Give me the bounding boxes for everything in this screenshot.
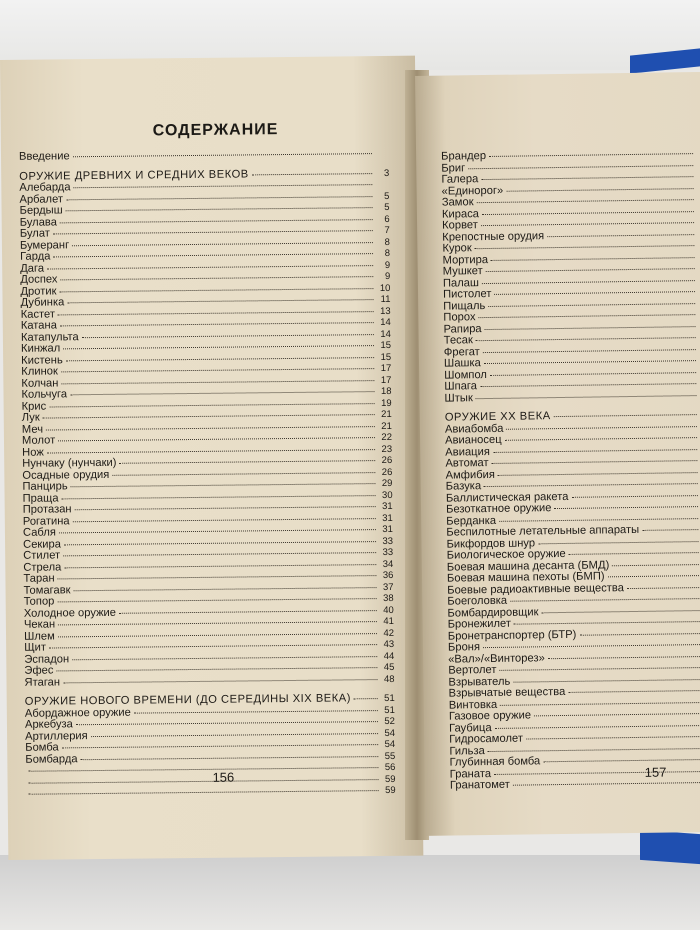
- dot-leader: [60, 276, 373, 280]
- toc-entry-title: Пищаль: [443, 299, 486, 313]
- dot-leader: [58, 311, 374, 315]
- toc-entry-title: Клинок: [21, 365, 58, 378]
- toc-entry-title: Дага: [20, 262, 45, 275]
- toc-entry-title: Вертолет: [448, 663, 497, 677]
- dot-leader: [72, 656, 377, 660]
- toc-entry-title: «Единорог»: [441, 184, 504, 198]
- toc-entry-title: Молот: [21, 434, 56, 447]
- dot-leader: [498, 472, 698, 476]
- dot-leader: [28, 767, 378, 772]
- dot-leader: [554, 506, 698, 509]
- dot-leader: [484, 360, 696, 364]
- right-page: [415, 72, 700, 836]
- toc-entry-title: Безоткатное оружие: [445, 502, 552, 516]
- toc-entry-title: Арбалет: [19, 192, 64, 206]
- toc-entry-title: Пистолет: [442, 287, 492, 301]
- toc-entry-page: 18: [380, 385, 392, 398]
- dot-leader: [495, 725, 700, 729]
- toc-entry-page: 10: [379, 282, 391, 294]
- toc-entry-page: 56: [384, 761, 396, 774]
- dot-leader: [59, 529, 376, 533]
- toc-entry-page: 6: [384, 213, 390, 225]
- dot-leader: [58, 437, 375, 441]
- toc-entry-page: 54: [384, 727, 396, 739]
- toc-entry-title: Мушкет: [442, 265, 483, 278]
- toc-entry-title: Эспадон: [24, 652, 70, 666]
- toc-entry-title: Артиллерия: [25, 729, 88, 743]
- dot-leader: [569, 552, 699, 555]
- toc-entry-page: 31: [382, 512, 393, 524]
- toc-entry-title: Эфес: [24, 664, 54, 677]
- toc-entry-title: Бердыш: [19, 204, 63, 217]
- dot-leader: [476, 337, 696, 341]
- toc-entry-page: 54: [384, 738, 396, 751]
- toc-entry-title: Таран: [23, 572, 55, 585]
- dot-leader: [59, 288, 373, 292]
- dot-leader: [134, 710, 378, 714]
- dot-leader: [56, 667, 377, 671]
- dot-leader: [67, 299, 373, 303]
- toc-entry-title: Введение: [18, 150, 70, 163]
- dot-leader: [486, 268, 695, 272]
- toc-entry-title: Мортира: [442, 253, 489, 267]
- dot-leader: [60, 219, 373, 223]
- dot-leader: [538, 541, 698, 544]
- toc-entry-title: Дубинка: [20, 296, 65, 309]
- dot-leader: [483, 644, 700, 648]
- toc-entry-title: Гидросамолет: [449, 732, 523, 746]
- toc-entry-title: Крепостные орудия: [442, 229, 545, 244]
- toc-entry-title: Боеголовка: [447, 594, 508, 608]
- toc-entry-page: 26: [381, 454, 393, 467]
- toc-entry-title: Аркебуза: [24, 718, 73, 731]
- toc-entry-title: Чекан: [23, 618, 56, 631]
- toc-entry-page: 51: [384, 692, 395, 705]
- toc-heading: СОДЕРЖАНИЕ: [152, 121, 279, 140]
- toc-entry-title: Нунчаку (нунчаки): [22, 456, 117, 470]
- dot-leader: [112, 472, 375, 476]
- table-shadow: [0, 855, 700, 930]
- dot-leader: [490, 372, 696, 376]
- dot-leader: [477, 199, 694, 203]
- toc-entry-page: 21: [381, 408, 392, 421]
- dot-leader: [612, 564, 699, 566]
- dot-leader: [43, 414, 375, 418]
- toc-entry-page: 5: [384, 201, 390, 213]
- toc-entry-title: Биологическое оружие: [446, 547, 566, 562]
- toc-entry-title: Газовое оружие: [448, 709, 532, 723]
- toc-entry-page: 33: [382, 535, 394, 547]
- dot-leader: [500, 702, 700, 706]
- dot-leader: [488, 303, 695, 307]
- dot-leader: [119, 460, 375, 464]
- dot-leader: [354, 698, 378, 699]
- toc-entry-page: 21: [381, 420, 392, 432]
- dot-leader: [579, 633, 699, 636]
- dot-leader: [493, 449, 697, 453]
- toc-entry: [444, 390, 699, 405]
- page-number-left: 156: [212, 769, 235, 785]
- toc-entry-title: Бронетранспортер (БТР): [447, 628, 577, 643]
- dot-leader: [91, 733, 378, 737]
- toc-entry-title: Бумеранг: [19, 238, 70, 252]
- dot-leader: [71, 483, 376, 487]
- toc-entry-title: Галера: [441, 173, 479, 186]
- toc-entry-title: Катана: [20, 319, 57, 332]
- toc-entry-page: 8: [384, 236, 390, 248]
- toc-entry-page: 51: [384, 704, 395, 716]
- dot-leader: [548, 656, 700, 659]
- toc-entry-title: Шашка: [443, 357, 481, 370]
- dot-leader: [505, 437, 697, 441]
- toc-entry-title: Катапульта: [20, 330, 79, 344]
- dot-leader: [482, 280, 695, 284]
- dot-leader: [63, 345, 374, 349]
- toc-list-right: [441, 148, 700, 792]
- toc-entry-title: Кинжал: [20, 342, 61, 355]
- toc-entry-title: ОРУЖИЕ XX ВЕКА: [444, 410, 551, 424]
- dot-leader: [66, 357, 374, 361]
- dot-leader: [49, 403, 374, 407]
- toc-entry-title: Порох: [443, 311, 476, 324]
- dot-leader: [58, 575, 377, 579]
- toc-entry-title: Топор: [23, 595, 55, 608]
- dot-leader: [476, 395, 697, 399]
- toc-entry-page: 30: [381, 489, 393, 501]
- toc-entry-page: 55: [384, 750, 396, 762]
- dot-leader: [514, 621, 700, 625]
- toc-entry-page: 40: [383, 604, 394, 616]
- dot-leader: [49, 644, 377, 648]
- toc-entry-title: Авиабомба: [444, 422, 504, 436]
- dot-leader: [506, 188, 693, 192]
- toc-entry-title: Автомат: [445, 457, 489, 470]
- dot-leader: [74, 587, 377, 591]
- toc-entry-title: Кольчуга: [21, 388, 68, 401]
- dot-leader: [47, 265, 373, 269]
- toc-entry-title: Курок: [442, 242, 472, 255]
- toc-entry-title: Панцирь: [22, 480, 68, 493]
- toc-entry-title: Стрела: [23, 560, 62, 574]
- toc-entry-page: 14: [380, 316, 391, 329]
- dot-leader: [62, 744, 378, 748]
- toc-entry-title: Авианосец: [445, 433, 502, 447]
- dot-leader: [485, 326, 696, 330]
- dot-leader: [494, 771, 700, 775]
- toc-entry-page: 48: [383, 673, 395, 685]
- toc-entry-page: 52: [384, 715, 396, 728]
- dot-leader: [66, 196, 372, 200]
- toc-entry-title: Бомбарда: [25, 752, 78, 766]
- toc-entry-page: 14: [380, 328, 391, 340]
- dot-leader: [513, 679, 700, 683]
- dot-leader: [494, 291, 695, 295]
- toc-entry-page: 15: [380, 339, 392, 352]
- toc-entry-title: ОРУЖИЕ ДРЕВНИХ И СРЕДНИХ ВЕКОВ: [19, 167, 249, 183]
- toc-entry-title: Кистень: [21, 353, 63, 367]
- toc-entry-title: Лук: [21, 411, 40, 424]
- toc-entry-title: Щит: [24, 641, 47, 654]
- dot-leader: [534, 713, 700, 716]
- toc-entry-title: Беспилотные летательные аппараты: [446, 523, 640, 539]
- toc-entry-page: 37: [382, 581, 394, 593]
- dot-leader: [568, 690, 700, 693]
- toc-entry-page: 36: [382, 569, 394, 582]
- toc-entry-title: Холодное оружие: [23, 606, 117, 620]
- dot-leader: [62, 495, 376, 499]
- toc-entry-page: 7: [384, 224, 390, 236]
- toc-entry-page: 38: [383, 592, 394, 605]
- toc-entry-page: 22: [381, 431, 393, 444]
- toc-entry-title: Колчан: [21, 376, 59, 390]
- toc-entry-page: 17: [380, 374, 392, 386]
- toc-entry-page: 59: [385, 784, 396, 797]
- toc-entry-page: 45: [383, 661, 395, 674]
- toc-entry-page: 11: [380, 293, 391, 306]
- toc-entry-title: Дротик: [20, 284, 57, 298]
- toc-entry-title: ОРУЖИЕ НОВОГО ВРЕМЕНИ (ДО СЕРЕДИНЫ XIX ВЕКА): [24, 692, 352, 708]
- dot-leader: [554, 414, 697, 417]
- toc-entry: [19, 148, 389, 163]
- toc-entry-page: 44: [383, 650, 395, 662]
- toc-entry-title: Гильза: [449, 744, 485, 758]
- dot-leader: [76, 721, 378, 725]
- dot-leader: [547, 234, 694, 237]
- toc-entry-title: Крис: [21, 400, 47, 413]
- toc-entry-title: Взрыватель: [448, 675, 511, 689]
- toc-entry-page: 5: [384, 190, 390, 202]
- dot-leader: [484, 483, 698, 487]
- dot-leader: [252, 173, 372, 175]
- dot-leader: [526, 736, 700, 739]
- dot-leader: [61, 380, 374, 384]
- dot-leader: [47, 449, 375, 453]
- dot-leader: [64, 564, 376, 568]
- toc-entry-title: Тесак: [443, 334, 473, 347]
- dot-leader: [58, 621, 377, 625]
- page-number-right: 157: [644, 764, 667, 780]
- toc-entry-title: Алебарда: [19, 181, 71, 194]
- toc-entry-title: Бомбардировщик: [447, 605, 539, 620]
- dot-leader: [499, 518, 698, 522]
- toc-entry-page: 41: [383, 615, 394, 628]
- toc-entry-title: Амфибия: [445, 468, 495, 482]
- dot-leader: [571, 495, 697, 498]
- toc-entry-page: 43: [383, 638, 395, 651]
- dot-leader: [73, 153, 372, 157]
- toc-entry-title: Ятаган: [24, 675, 61, 689]
- toc-entry-title: Брандер: [441, 150, 487, 163]
- toc-entry-page: 17: [380, 362, 392, 375]
- toc-entry-title: Броня: [447, 641, 481, 654]
- dot-leader: [492, 460, 698, 464]
- toc-entry-title: Гранатомет: [449, 778, 510, 792]
- toc-entry-title: Боевая машина пехоты (БМП): [446, 570, 605, 585]
- dot-leader: [75, 506, 376, 510]
- toc-entry-title: Бриг: [441, 161, 466, 175]
- dot-leader: [480, 383, 696, 387]
- dot-leader: [53, 230, 373, 234]
- dot-leader: [481, 222, 694, 226]
- toc-entry-title: Булава: [19, 215, 57, 229]
- dot-leader: [61, 368, 374, 372]
- toc-entry-title: Гаубица: [449, 721, 492, 735]
- toc-entry-title: Бронежилет: [447, 617, 512, 631]
- dot-leader: [63, 679, 377, 683]
- toc-entry-title: Баллистическая ракета: [445, 490, 569, 505]
- dot-leader: [70, 391, 374, 395]
- toc-entry-title: Стилет: [23, 549, 61, 562]
- dot-leader: [57, 598, 376, 602]
- dot-leader: [475, 245, 695, 249]
- dot-leader: [499, 667, 700, 671]
- dot-leader: [29, 779, 379, 784]
- toc-entry-title: Замок: [441, 196, 474, 209]
- toc-entry-page: 3: [383, 167, 390, 179]
- dot-leader: [488, 748, 700, 752]
- toc-entry-page: 9: [384, 270, 391, 282]
- toc-entry-title: Кираса: [441, 207, 480, 221]
- toc-list-left: [19, 148, 396, 800]
- dot-leader: [82, 334, 374, 338]
- toc-entry-title: Боевые радиоактивные вещества: [447, 581, 624, 597]
- toc-entry: [24, 673, 394, 688]
- toc-entry-page: 59: [384, 773, 396, 785]
- dot-leader: [481, 176, 693, 180]
- dot-leader: [58, 633, 377, 637]
- dot-leader: [72, 242, 373, 246]
- toc-entry-title: Винтовка: [448, 698, 498, 712]
- toc-entry-title: Взрывчатые вещества: [448, 685, 566, 700]
- toc-entry-title: Авиация: [445, 445, 490, 459]
- toc-entry-page: 15: [380, 351, 392, 363]
- dot-leader: [63, 552, 376, 556]
- toc-entry-title: Сабля: [22, 526, 56, 539]
- toc-entry-title: Бикфордов шнур: [446, 536, 536, 551]
- dot-leader: [29, 790, 379, 795]
- dot-leader: [541, 610, 699, 613]
- toc-entry-title: Секира: [23, 537, 62, 551]
- dot-leader: [66, 207, 373, 211]
- left-page: [0, 56, 423, 860]
- toc-entry-title: Боевая машина десанта (БМД): [446, 558, 610, 574]
- dot-leader: [482, 211, 694, 215]
- toc-entry-title: Штык: [444, 391, 473, 405]
- toc-entry-title: Нож: [22, 446, 44, 459]
- toc-entry-title: Булат: [19, 227, 50, 240]
- dot-leader: [483, 349, 696, 353]
- toc-entry-title: Рогатина: [22, 514, 70, 528]
- toc-entry-title: Шпага: [444, 380, 478, 393]
- dot-leader: [491, 257, 695, 261]
- toc-entry-title: Шлем: [23, 629, 55, 643]
- dot-leader: [510, 598, 699, 602]
- toc-entry-page: 42: [383, 627, 395, 639]
- dot-leader: [53, 253, 373, 257]
- toc-entry-page: 9: [384, 259, 391, 271]
- toc-entry-title: Кастет: [20, 307, 56, 321]
- toc-entry-title: Корвет: [442, 219, 478, 232]
- dot-leader: [73, 518, 376, 522]
- dot-leader: [543, 759, 700, 762]
- dot-leader: [468, 165, 693, 169]
- dot-leader: [608, 575, 699, 577]
- dot-leader: [46, 426, 375, 430]
- toc-entry-page: 33: [382, 546, 394, 559]
- toc-entry-title: Базука: [445, 480, 482, 493]
- toc-entry-page: 23: [381, 443, 393, 455]
- toc-entry-title: Осадные орудия: [22, 468, 110, 482]
- toc-entry-page: 34: [382, 558, 394, 570]
- toc-entry-page: 26: [381, 466, 393, 478]
- toc-entry: [26, 785, 396, 800]
- toc-entry-page: 31: [382, 523, 393, 536]
- dot-leader: [627, 587, 699, 589]
- toc-entry-title: Праща: [22, 491, 59, 505]
- book-cover-edge-bottom: [640, 830, 700, 864]
- toc-entry-title: Палаш: [442, 276, 479, 290]
- toc-entry-title: Протазан: [22, 503, 72, 516]
- dot-leader: [64, 541, 376, 545]
- dot-leader: [513, 782, 700, 786]
- dot-leader: [489, 153, 693, 157]
- toc-entry-title: Фрегат: [443, 345, 480, 359]
- toc-entry-title: Граната: [449, 767, 492, 781]
- toc-entry-title: Гарда: [19, 250, 51, 263]
- toc-entry-title: Шомпол: [444, 368, 487, 382]
- toc-entry-page: 19: [380, 397, 392, 409]
- dot-leader: [642, 529, 698, 531]
- dot-leader: [506, 426, 697, 430]
- toc-entry-page: 29: [381, 477, 393, 490]
- toc-entry-page: 13: [380, 305, 391, 317]
- dot-leader: [479, 314, 696, 318]
- dot-leader: [74, 184, 373, 188]
- toc-entry-title: Доспех: [20, 273, 58, 286]
- dot-leader: [81, 756, 379, 760]
- toc-entry-title: «Вал»/«Винторез»: [448, 651, 545, 666]
- toc-entry-title: Глубинная бомба: [449, 755, 541, 769]
- dot-leader: [119, 610, 377, 614]
- toc-entry-title: Томагавк: [23, 583, 71, 597]
- toc-entry-title: Абордажное оружие: [24, 706, 131, 720]
- dot-leader: [60, 322, 374, 326]
- toc-entry-page: 31: [382, 500, 393, 513]
- toc-entry-title: Меч: [21, 423, 44, 436]
- toc-entry-title: Бомба: [25, 741, 59, 754]
- toc-entry-title: Рапира: [443, 322, 482, 336]
- toc-entry-page: 8: [384, 247, 391, 259]
- toc-entry-title: Берданка: [446, 514, 497, 528]
